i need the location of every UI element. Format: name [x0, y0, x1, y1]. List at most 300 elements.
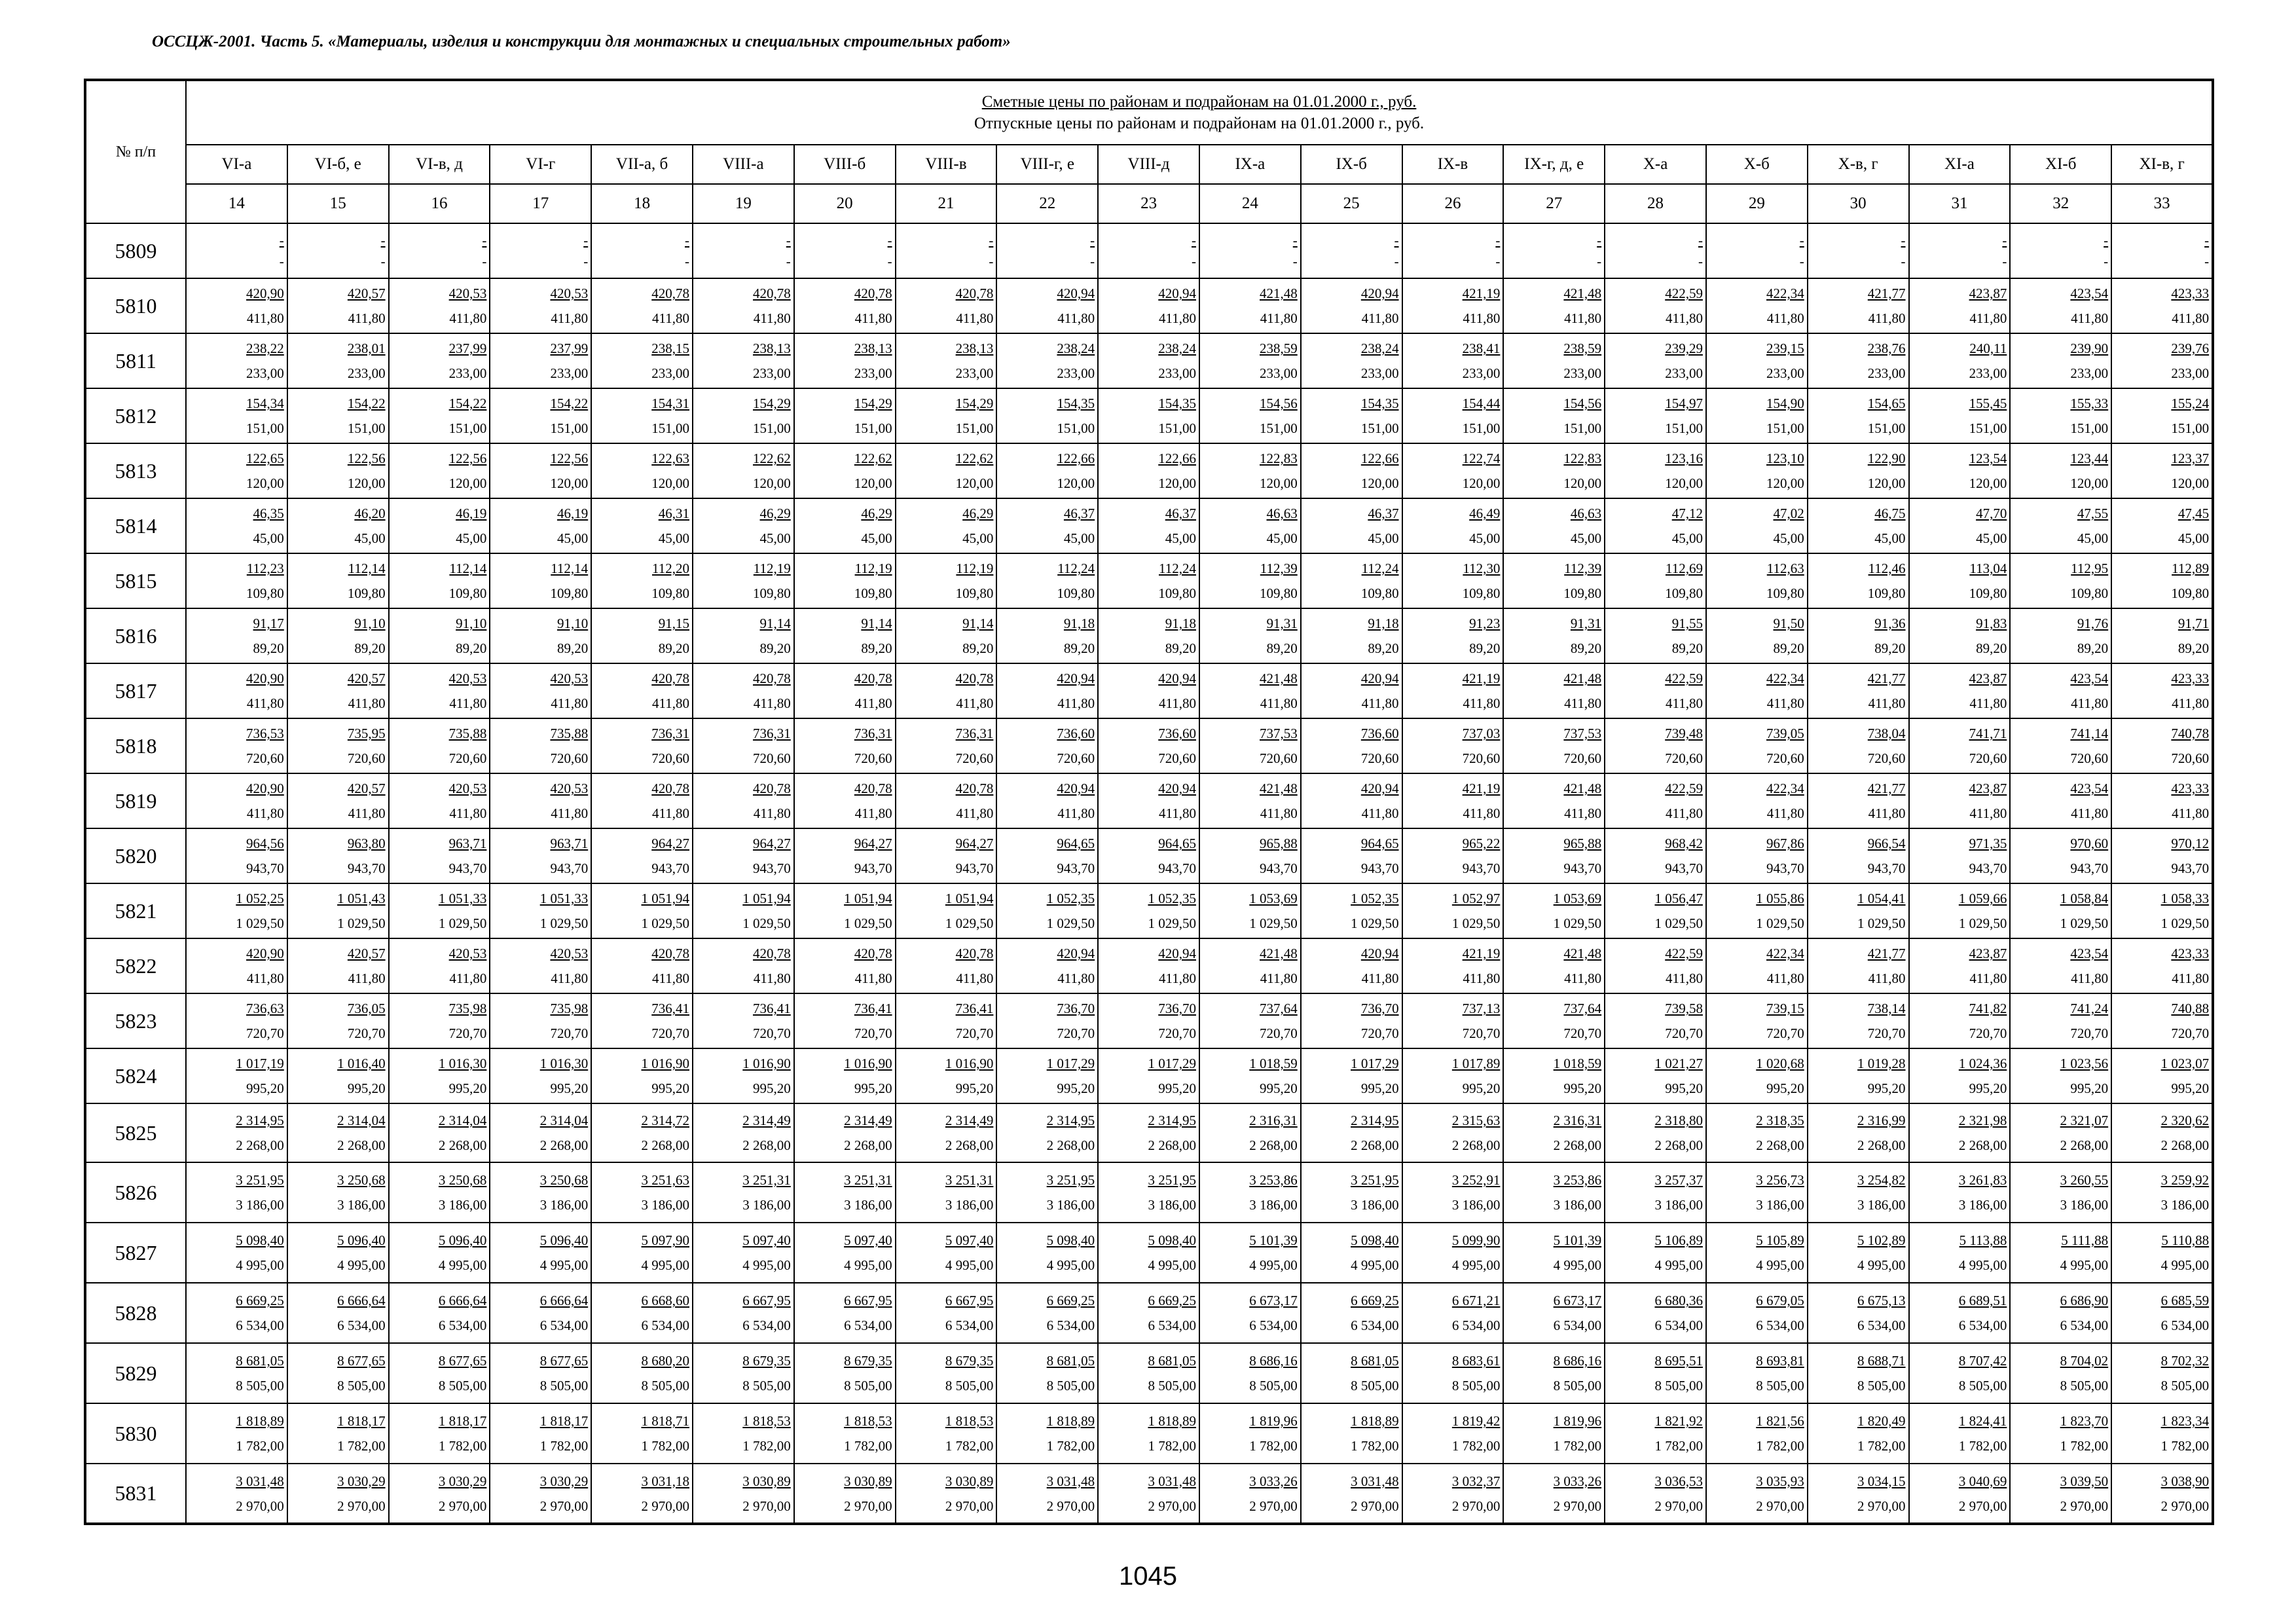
selling-price: 2 970,00 — [1756, 1498, 1804, 1514]
district-header: VIII-г, е — [996, 145, 1098, 184]
selling-price: 120,00 — [651, 475, 689, 491]
estimated-price: 423,54 — [2070, 671, 2109, 686]
estimated-price: 154,35 — [1158, 396, 1196, 411]
price-cell — [1706, 388, 1808, 443]
estimated-price: 3 031,48 — [1351, 1473, 1399, 1489]
price-cell — [1605, 1283, 1706, 1343]
selling-price: 45,00 — [1368, 530, 1399, 546]
estimated-price: 1 054,41 — [1857, 891, 1906, 906]
estimated-price: 736,41 — [651, 1001, 689, 1016]
estimated-price: 420,53 — [448, 671, 487, 686]
estimated-price: 154,22 — [347, 396, 386, 411]
estimated-price: 420,94 — [1360, 781, 1399, 796]
column-number: 28 — [1605, 184, 1706, 223]
price-cell — [1503, 828, 1605, 883]
price-cell — [693, 388, 794, 443]
price-cell — [2010, 1403, 2111, 1464]
price-cell — [389, 993, 490, 1048]
selling-price: 2 970,00 — [438, 1498, 487, 1514]
estimated-price: 238,13 — [854, 341, 892, 356]
estimated-price: 735,88 — [448, 726, 487, 741]
estimated-price: 3 259,92 — [2160, 1172, 2210, 1188]
estimated-price: 3 030,89 — [844, 1473, 892, 1489]
row-number: 5811 — [85, 333, 186, 388]
selling-price: 151,00 — [1665, 420, 1703, 436]
estimated-price: 420,94 — [1360, 671, 1399, 686]
price-cell — [1301, 443, 1402, 498]
selling-price: - — [583, 253, 589, 269]
selling-price: 6 534,00 — [1654, 1318, 1703, 1333]
selling-price: 1 029,50 — [1046, 915, 1095, 931]
selling-price: 943,70 — [2171, 860, 2210, 876]
price-cell — [591, 333, 693, 388]
price-cell — [794, 223, 896, 278]
price-cell — [1098, 663, 1199, 718]
price-cell — [2010, 718, 2111, 773]
selling-price: - — [684, 253, 689, 269]
price-cell — [1706, 333, 1808, 388]
selling-price: 3 186,00 — [236, 1197, 284, 1213]
selling-price: 1 782,00 — [236, 1438, 284, 1454]
selling-price: 411,80 — [348, 310, 386, 326]
selling-price: 411,80 — [1868, 310, 1906, 326]
selling-price: 995,20 — [1260, 1080, 1298, 1096]
selling-price: 3 186,00 — [1553, 1197, 1602, 1213]
estimated-price: 1 017,89 — [1451, 1056, 1501, 1071]
selling-price: 720,60 — [1260, 750, 1298, 766]
table-row — [85, 773, 2213, 828]
column-number: 16 — [389, 184, 490, 223]
selling-price: 1 782,00 — [1046, 1438, 1095, 1454]
selling-price: 109,80 — [651, 585, 689, 601]
selling-price: 411,80 — [246, 970, 284, 986]
selling-price: 943,70 — [246, 860, 284, 876]
price-cell — [693, 828, 794, 883]
price-cell — [186, 773, 287, 828]
price-cell — [996, 1162, 1098, 1223]
column-number: 26 — [1402, 184, 1504, 223]
selling-price: 8 505,00 — [337, 1378, 386, 1393]
price-cell — [693, 1162, 794, 1223]
selling-price: - — [2204, 253, 2210, 269]
selling-price: 2 268,00 — [539, 1137, 589, 1153]
estimated-price: 2 316,31 — [1553, 1113, 1602, 1128]
price-cell — [2111, 1464, 2213, 1524]
selling-price: 233,00 — [550, 365, 589, 381]
estimated-price: 5 096,40 — [337, 1232, 386, 1248]
estimated-price: 1 055,86 — [1756, 891, 1804, 906]
estimated-price: 91,18 — [1165, 616, 1196, 631]
estimated-price: 420,78 — [955, 781, 994, 796]
estimated-price: 1 023,56 — [2060, 1056, 2109, 1071]
selling-price: 4 995,00 — [742, 1257, 791, 1273]
price-cell — [2111, 498, 2213, 553]
selling-price: 6 534,00 — [1553, 1318, 1602, 1333]
estimated-price: 3 031,48 — [1148, 1473, 1196, 1489]
price-cell — [186, 1283, 287, 1343]
price-cell — [1605, 1048, 1706, 1103]
price-cell — [591, 278, 693, 333]
price-cell — [186, 993, 287, 1048]
price-cell — [693, 1343, 794, 1403]
selling-price: 151,00 — [347, 420, 386, 436]
price-cell — [1402, 223, 1504, 278]
selling-price: 2 268,00 — [2060, 1137, 2109, 1153]
estimated-price: 1 018,59 — [1553, 1056, 1602, 1071]
selling-price: 720,60 — [1462, 750, 1501, 766]
price-cell — [2010, 883, 2111, 938]
price-cell — [1909, 443, 2011, 498]
estimated-price: - — [2002, 232, 2007, 248]
selling-price: 109,80 — [955, 585, 994, 601]
price-cell — [896, 938, 997, 993]
selling-price: 45,00 — [556, 530, 589, 546]
estimated-price: 1 053,69 — [1553, 891, 1602, 906]
estimated-price: 423,87 — [1969, 671, 2007, 686]
selling-price: 89,20 — [354, 640, 386, 656]
estimated-price: 736,70 — [1057, 1001, 1095, 1016]
estimated-price: 91,71 — [2178, 616, 2210, 631]
estimated-price: 420,94 — [1158, 671, 1196, 686]
estimated-price: 46,63 — [1266, 506, 1298, 521]
estimated-price: 3 251,31 — [742, 1172, 791, 1188]
estimated-price: 1 051,33 — [539, 891, 589, 906]
price-cell — [1909, 1343, 2011, 1403]
price-cell — [693, 498, 794, 553]
selling-price: 151,00 — [2171, 420, 2210, 436]
selling-price: 995,20 — [1969, 1080, 2007, 1096]
price-cell — [1199, 333, 1301, 388]
price-cell — [2010, 223, 2111, 278]
price-cell — [186, 553, 287, 608]
selling-price: 1 782,00 — [1249, 1438, 1298, 1454]
estimated-price: 740,88 — [2171, 1001, 2210, 1016]
estimated-price: 738,14 — [1867, 1001, 1906, 1016]
price-cell — [591, 553, 693, 608]
estimated-price: - — [887, 232, 892, 248]
selling-price: 4 995,00 — [539, 1257, 589, 1273]
price-cell — [1503, 1343, 1605, 1403]
estimated-price: 736,31 — [753, 726, 791, 741]
estimated-price: 2 314,95 — [236, 1113, 284, 1128]
price-cell — [1706, 553, 1808, 608]
estimated-price: 736,63 — [246, 1001, 284, 1016]
price-cell — [1706, 1403, 1808, 1464]
estimated-price: 6 680,36 — [1654, 1293, 1703, 1308]
price-cell — [2111, 773, 2213, 828]
price-cell — [1503, 1223, 1605, 1283]
price-cell — [693, 608, 794, 663]
estimated-price: 5 097,40 — [844, 1232, 892, 1248]
selling-price: 151,00 — [1158, 420, 1196, 436]
selling-price: 411,80 — [449, 970, 487, 986]
price-cell — [287, 1464, 389, 1524]
selling-price: 411,80 — [1057, 310, 1095, 326]
price-cell — [1808, 1223, 1909, 1283]
selling-price: 2 970,00 — [1249, 1498, 1298, 1514]
row-number: 5830 — [85, 1403, 186, 1464]
price-cell — [794, 828, 896, 883]
price-cell — [1199, 1223, 1301, 1283]
estimated-price: 1 818,89 — [1351, 1413, 1399, 1429]
price-cell — [1098, 223, 1199, 278]
estimated-price: 420,53 — [550, 286, 589, 301]
price-cell — [1301, 718, 1402, 773]
column-number: 24 — [1199, 184, 1301, 223]
price-cell — [389, 1223, 490, 1283]
estimated-price: 8 679,35 — [945, 1353, 994, 1369]
selling-price: 8 505,00 — [844, 1378, 892, 1393]
selling-price: 411,80 — [348, 805, 386, 821]
price-cell — [1605, 1223, 1706, 1283]
selling-price: - — [1394, 253, 1399, 269]
selling-price: 6 534,00 — [945, 1318, 994, 1333]
row-number: 5815 — [85, 553, 186, 608]
selling-price: 411,80 — [246, 310, 284, 326]
column-number: 18 — [591, 184, 693, 223]
selling-price: 411,80 — [1564, 695, 1602, 711]
estimated-price: 3 032,37 — [1451, 1473, 1501, 1489]
price-cell — [1808, 883, 1909, 938]
estimated-price: 122,83 — [1260, 451, 1298, 466]
price-cell — [2010, 828, 2111, 883]
district-header: VIII-а — [693, 145, 794, 184]
price-cell — [1199, 1048, 1301, 1103]
price-cell — [1808, 773, 1909, 828]
selling-price: 4 995,00 — [641, 1257, 689, 1273]
selling-price: - — [1698, 253, 1703, 269]
price-cell — [389, 1048, 490, 1103]
selling-price: 8 505,00 — [1451, 1378, 1501, 1393]
price-cell — [2111, 993, 2213, 1048]
selling-price: 45,00 — [456, 530, 487, 546]
selling-price: 411,80 — [1969, 695, 2007, 711]
price-cell — [186, 663, 287, 718]
estimated-price: 3 254,82 — [1857, 1172, 1906, 1188]
estimated-price: 1 052,25 — [236, 891, 284, 906]
column-number: 27 — [1503, 184, 1605, 223]
estimated-price: 420,78 — [854, 671, 892, 686]
estimated-price: 1 016,90 — [641, 1056, 689, 1071]
price-cell — [2111, 443, 2213, 498]
estimated-price: 122,62 — [753, 451, 791, 466]
selling-price: 233,00 — [651, 365, 689, 381]
estimated-price: 736,31 — [955, 726, 994, 741]
selling-price: 720,60 — [550, 750, 589, 766]
selling-price: 151,00 — [2070, 420, 2109, 436]
estimated-price: 421,48 — [1260, 286, 1298, 301]
estimated-price: 736,60 — [1158, 726, 1196, 741]
estimated-price: 46,35 — [253, 506, 284, 521]
selling-price: 233,00 — [448, 365, 487, 381]
price-cell — [1402, 718, 1504, 773]
selling-price: 720,60 — [1665, 750, 1703, 766]
selling-price: 411,80 — [1057, 695, 1095, 711]
price-cell — [1301, 1403, 1402, 1464]
selling-price: 151,00 — [448, 420, 487, 436]
estimated-price: 112,69 — [1665, 561, 1703, 576]
estimated-price: 1 017,19 — [236, 1056, 284, 1071]
price-cell — [794, 1283, 896, 1343]
price-cell — [490, 223, 591, 278]
selling-price: 411,80 — [854, 695, 892, 711]
price-cell — [1909, 388, 2011, 443]
estimated-price: 154,29 — [753, 396, 791, 411]
selling-price: 411,80 — [2071, 970, 2109, 986]
price-cell — [1199, 1162, 1301, 1223]
price-cell — [490, 773, 591, 828]
estimated-price: 122,65 — [246, 451, 284, 466]
price-cell — [1199, 883, 1301, 938]
price-cell — [1301, 828, 1402, 883]
estimated-price: 3 253,86 — [1553, 1172, 1602, 1188]
estimated-price: - — [1191, 232, 1196, 248]
selling-price: 2 268,00 — [1857, 1137, 1906, 1153]
price-cell — [389, 498, 490, 553]
selling-price: 1 782,00 — [1857, 1438, 1906, 1454]
selling-price: 120,00 — [246, 475, 284, 491]
estimated-price: 91,14 — [861, 616, 892, 631]
selling-price: 720,60 — [246, 750, 284, 766]
selling-price: 4 995,00 — [1958, 1257, 2007, 1273]
selling-price: 3 186,00 — [1958, 1197, 2007, 1213]
selling-price: 943,70 — [651, 860, 689, 876]
estimated-price: 1 020,68 — [1756, 1056, 1804, 1071]
estimated-price: 112,19 — [854, 561, 892, 576]
selling-price: 2 970,00 — [1451, 1498, 1501, 1514]
price-cell — [1098, 773, 1199, 828]
selling-price: 1 782,00 — [844, 1438, 892, 1454]
estimated-price: 735,98 — [448, 1001, 487, 1016]
selling-price: 4 995,00 — [438, 1257, 487, 1273]
estimated-price: 112,63 — [1766, 561, 1804, 576]
selling-price: 151,00 — [1462, 420, 1501, 436]
price-cell — [1706, 993, 1808, 1048]
estimated-price: 5 097,40 — [742, 1232, 791, 1248]
selling-price: 4 995,00 — [1654, 1257, 1703, 1273]
selling-price: 720,60 — [1766, 750, 1804, 766]
selling-price: 2 268,00 — [844, 1137, 892, 1153]
price-title-header — [186, 80, 2213, 145]
price-cell — [287, 718, 389, 773]
price-cell — [2010, 663, 2111, 718]
selling-price: 109,80 — [1867, 585, 1906, 601]
price-cell — [1808, 608, 1909, 663]
price-cell — [287, 1343, 389, 1403]
price-cell — [1098, 333, 1199, 388]
row-number: 5828 — [85, 1283, 186, 1343]
estimated-price: 423,33 — [2171, 671, 2210, 686]
estimated-price: 420,94 — [1360, 946, 1399, 961]
estimated-price: 3 036,53 — [1654, 1473, 1703, 1489]
selling-price: 995,20 — [1462, 1080, 1501, 1096]
price-cell — [1706, 608, 1808, 663]
selling-price: - — [1597, 253, 1602, 269]
price-cell — [1098, 1403, 1199, 1464]
table-row — [85, 388, 2213, 443]
price-cell — [896, 1343, 997, 1403]
price-cell — [1706, 223, 1808, 278]
price-cell — [896, 718, 997, 773]
table-row — [85, 223, 2213, 278]
estimated-price: 8 686,16 — [1249, 1353, 1298, 1369]
estimated-price: 736,31 — [854, 726, 892, 741]
table-row — [85, 1103, 2213, 1162]
selling-price: 720,70 — [246, 1025, 284, 1041]
price-cell — [1605, 773, 1706, 828]
price-cell — [591, 1403, 693, 1464]
selling-price: 1 782,00 — [945, 1438, 994, 1454]
selling-price: - — [1495, 253, 1501, 269]
price-cell — [1199, 1103, 1301, 1162]
selling-price: 89,20 — [556, 640, 589, 656]
row-number: 5824 — [85, 1048, 186, 1103]
estimated-price: - — [1394, 232, 1399, 248]
estimated-price: 420,57 — [347, 671, 386, 686]
price-cell — [996, 1103, 1098, 1162]
selling-price: 3 186,00 — [1857, 1197, 1906, 1213]
price-cell — [591, 388, 693, 443]
estimated-price: 123,10 — [1766, 451, 1804, 466]
estimated-price: 112,14 — [449, 561, 487, 576]
estimated-price: 239,76 — [2171, 341, 2210, 356]
price-cell — [389, 1103, 490, 1162]
selling-price: 1 029,50 — [641, 915, 689, 931]
estimated-price: 3 250,68 — [438, 1172, 487, 1188]
price-cell — [287, 773, 389, 828]
estimated-price: 112,89 — [2172, 561, 2210, 576]
estimated-price: 122,56 — [448, 451, 487, 466]
price-cell — [1199, 443, 1301, 498]
estimated-price: 8 695,51 — [1654, 1353, 1703, 1369]
selling-price: 8 505,00 — [1046, 1378, 1095, 1393]
price-cell — [490, 443, 591, 498]
row-number: 5819 — [85, 773, 186, 828]
estimated-price: 3 251,95 — [1351, 1172, 1399, 1188]
price-cell — [287, 1162, 389, 1223]
selling-price: 3 186,00 — [1351, 1197, 1399, 1213]
price-cell — [2111, 1103, 2213, 1162]
price-table — [84, 79, 2214, 1525]
estimated-price: 91,18 — [1063, 616, 1095, 631]
selling-price: 411,80 — [551, 805, 589, 821]
price-cell — [1909, 1283, 2011, 1343]
selling-price: 3 186,00 — [539, 1197, 589, 1213]
selling-price: 720,60 — [2171, 750, 2210, 766]
column-number: 25 — [1301, 184, 1402, 223]
price-cell — [591, 718, 693, 773]
estimated-price: 1 819,42 — [1451, 1413, 1501, 1429]
table-row — [85, 498, 2213, 553]
estimated-price: 8 681,05 — [1046, 1353, 1095, 1369]
estimated-price: 423,87 — [1969, 946, 2007, 961]
price-cell — [1909, 1162, 2011, 1223]
estimated-price: 964,65 — [1057, 836, 1095, 851]
selling-prices-title: Отпускные цены по районам и подрайонам на 01.01.2000 г., руб. — [974, 115, 1425, 132]
selling-price: 411,80 — [449, 805, 487, 821]
document-header: ОССЦЖ-2001. Часть 5. «Материалы, изделия и конструкции для монтажных и специальных строительных работ» — [152, 33, 1011, 50]
price-cell — [490, 663, 591, 718]
estimated-price: 3 257,37 — [1654, 1172, 1703, 1188]
estimated-price: 6 666,64 — [438, 1293, 487, 1308]
estimated-price: 421,77 — [1867, 671, 1906, 686]
estimated-price: 91,14 — [759, 616, 791, 631]
estimated-price: 3 030,89 — [945, 1473, 994, 1489]
price-cell — [591, 498, 693, 553]
estimated-price: 420,53 — [550, 671, 589, 686]
estimated-price: 8 679,35 — [844, 1353, 892, 1369]
estimated-price: 3 251,95 — [1046, 1172, 1095, 1188]
